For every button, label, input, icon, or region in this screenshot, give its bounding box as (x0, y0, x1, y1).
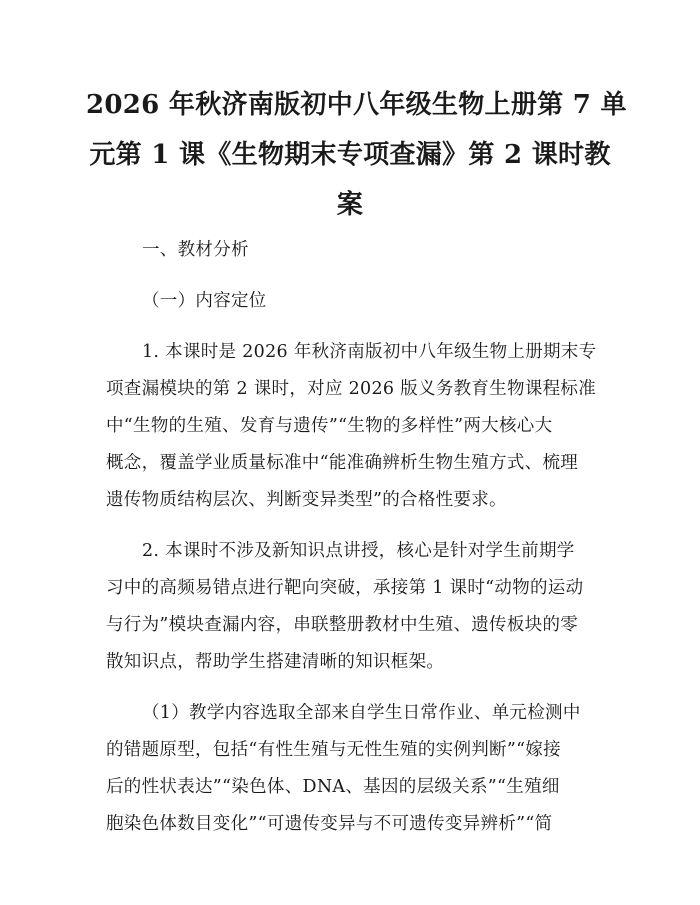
paragraph-line: 中“生物的生殖、发育与遗传”“生物的多样性”两大核心大 (106, 416, 553, 436)
paragraph-line: 散知识点，帮助学生搭建清晰的知识框架。 (106, 652, 445, 672)
paragraph (106, 533, 598, 681)
paragraph-line: 习中的高频易错点进行靶向突破，承接第 1 课时“动物的运动 (106, 578, 584, 598)
document-title (86, 84, 627, 234)
title-line: 元第 1 课《生物期末专项查漏》第 2 课时教 (89, 140, 611, 170)
paragraph-line: 概念，覆盖学业质量标准中“能准确辨析生物生殖方式、梳理 (106, 453, 579, 473)
title-line: 案 (336, 190, 364, 220)
paragraph-line: （1）教学内容选取全部来自学生日常作业、单元检测中 (142, 703, 581, 723)
paragraph-line: 2. 本课时不涉及新知识点讲授，核心是针对学生前期学 (142, 541, 575, 561)
paragraph-line: 的错题原型，包括“有性生殖与无性生殖的实例判断”“嫁接 (106, 740, 561, 760)
paragraph-line: 胞染色体数目变化”“可遗传变异与不可遗传变异辨析”“简 (106, 814, 553, 834)
document-body (106, 232, 598, 857)
paragraph (106, 334, 598, 519)
paragraph-line: 与行为”模块查漏内容，串联整册教材中生殖、遗传板块的零 (106, 615, 579, 635)
subsection-heading-block (106, 283, 598, 320)
section-heading-block (106, 232, 598, 269)
section-heading: 一、教材分析 (142, 240, 249, 260)
paragraph-line: 后的性状表达”“染色体、DNA、基因的层级关系”“生殖细 (106, 777, 560, 797)
paragraph-line: 1. 本课时是 2026 年秋济南版初中八年级生物上册期末专 (142, 342, 597, 362)
paragraph-line: 项查漏模块的第 2 课时，对应 2026 版义务教育生物课程标准 (106, 379, 597, 399)
subsection-heading: （一）内容定位 (142, 291, 267, 311)
title-line: 2026 年秋济南版初中八年级生物上册第 7 单 (86, 90, 627, 120)
paragraph-line: 遗传物质结构层次、判断变异类型”的合格性要求。 (106, 490, 507, 510)
paragraph (106, 695, 598, 843)
